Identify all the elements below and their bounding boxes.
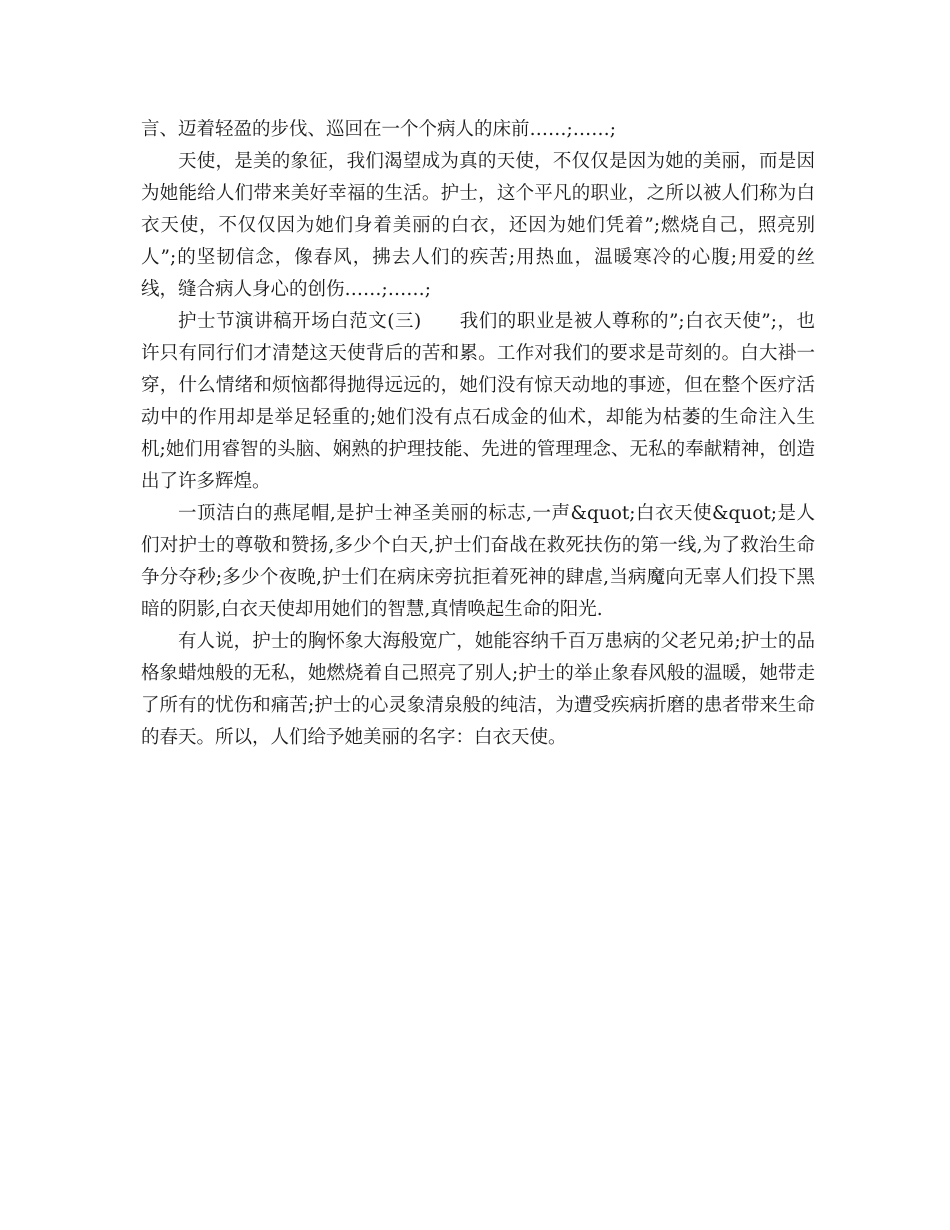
paragraph-3: 护士节演讲稿开场白范文(三) 我们的职业是被人尊称的”;白衣天使”;，也许只有同行们才清楚这天使背后的苦和累。工作对我们的要求是苛刻的。白大褂一穿，什么情绪和烦恼都得抛得远远的，她们没有惊天动地的事迹，但在整个医疗活动中的作用却是举足轻重的;她们没有点石成金的仙术，却能为枯萎的生命注入生机;她们用睿智的头脑、娴熟的护理技能、先进的管理理念、无私的奉献精神，创造出了许多辉煌。: [141, 311, 815, 492]
document-body: [141, 114, 815, 754]
paragraph-2: 天使，是美的象征，我们渴望成为真的天使，不仅仅是因为她的美丽，而是因为她能给人们带来美好幸福的生活。护士，这个平凡的职业，之所以被人们称为白衣天使，不仅仅因为她们身着美丽的白衣，还因为她们凭着”;燃烧自己，照亮别人”;的坚韧信念，像春风，拂去人们的疾苦;用热血，温暖寒冷的心腹;用爱的丝线，缝合病人身心的创伤……;……;: [141, 151, 815, 300]
paragraph-5: 有人说，护士的胸怀象大海般宽广，她能容纳千百万患病的父老兄弟;护士的品格象蜡烛般的无私，她燃烧着自己照亮了别人;护士的举止象春风般的温暖，她带走了所有的忧伤和痛苦;护士的心灵象清泉般的纯洁，为遭受疾病折磨的患者带来生命的春天。所以，人们给予她美丽的名字：白衣天使。: [141, 631, 815, 748]
paragraph-4: 一顶洁白的燕尾帽,是护士神圣美丽的标志,一声&quot;白衣天使&quot;是人们对护士的尊敬和赞扬,多少个白天,护士们奋战在救死扶伤的第一线,为了救治生命争分夺秒;多少个夜晚,护士们在病床旁抗拒着死神的肆虐,当病魔向无辜人们投下黑暗的阴影,白衣天使却用她们的智慧,真情唤起生命的阳光.: [141, 503, 815, 620]
paragraph-1: 言、迈着轻盈的步伐、巡回在一个个病人的床前……;……;: [141, 119, 616, 140]
